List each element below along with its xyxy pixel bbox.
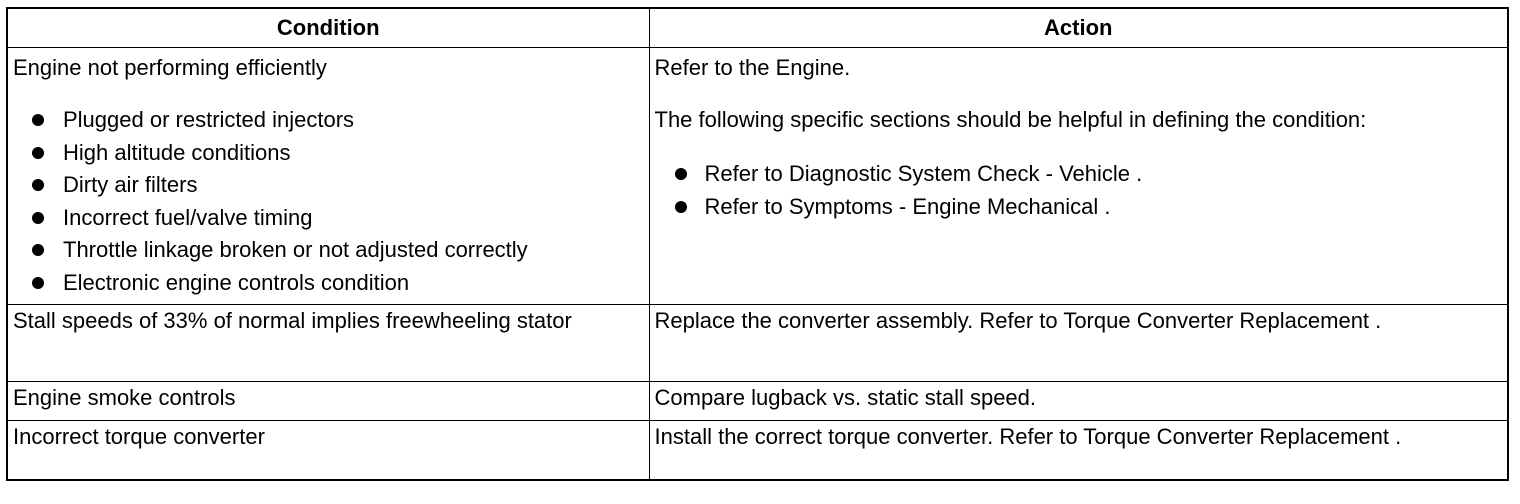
condition-cell xyxy=(7,48,649,305)
condition-cell: Engine smoke controls xyxy=(7,381,649,420)
bullet-icon xyxy=(675,168,687,180)
bullet-icon xyxy=(675,201,687,213)
action-bullet-list xyxy=(655,158,1503,223)
condition-intro: Engine not performing efficiently xyxy=(13,55,327,80)
list-item: Refer to Diagnostic System Check - Vehicle . xyxy=(655,158,1503,191)
column-header-action: Action xyxy=(649,8,1508,48)
condition-cell: Stall speeds of 33% of normal implies freewheeling stator xyxy=(7,304,649,381)
column-header-condition: Condition xyxy=(7,8,649,48)
condition-bullet-list xyxy=(13,104,644,300)
bullet-icon xyxy=(32,277,44,289)
bullet-icon xyxy=(32,212,44,224)
list-item: Refer to Symptoms - Engine Mechanical . xyxy=(655,191,1503,224)
list-item: Throttle linkage broken or not adjusted correctly xyxy=(13,234,644,267)
action-cell: Replace the converter assembly. Refer to Torque Converter Replacement . xyxy=(649,304,1508,381)
action-intro: Refer to the Engine. xyxy=(654,55,851,80)
bullet-icon xyxy=(32,244,44,256)
list-item: Incorrect fuel/valve timing xyxy=(13,202,644,235)
action-cell: Compare lugback vs. static stall speed. xyxy=(649,381,1508,420)
diagnosis-table xyxy=(6,7,1509,481)
table-row xyxy=(7,420,1508,480)
table-row xyxy=(7,381,1508,420)
action-cell: Install the correct torque converter. Refer to Torque Converter Replacement . xyxy=(649,420,1508,480)
action-paragraph: The following specific sections should be helpful in defining the condition: xyxy=(654,107,1367,132)
list-item: Dirty air filters xyxy=(13,169,644,202)
bullet-icon xyxy=(32,147,44,159)
list-item: Plugged or restricted injectors xyxy=(13,104,644,137)
action-cell xyxy=(649,48,1508,305)
table-row xyxy=(7,48,1508,305)
bullet-icon xyxy=(32,179,44,191)
table-header-row xyxy=(7,8,1508,48)
bullet-icon xyxy=(32,114,44,126)
table-row xyxy=(7,304,1508,381)
list-item: Electronic engine controls condition xyxy=(13,267,644,300)
list-item: High altitude conditions xyxy=(13,137,644,170)
condition-cell: Incorrect torque converter xyxy=(7,420,649,480)
